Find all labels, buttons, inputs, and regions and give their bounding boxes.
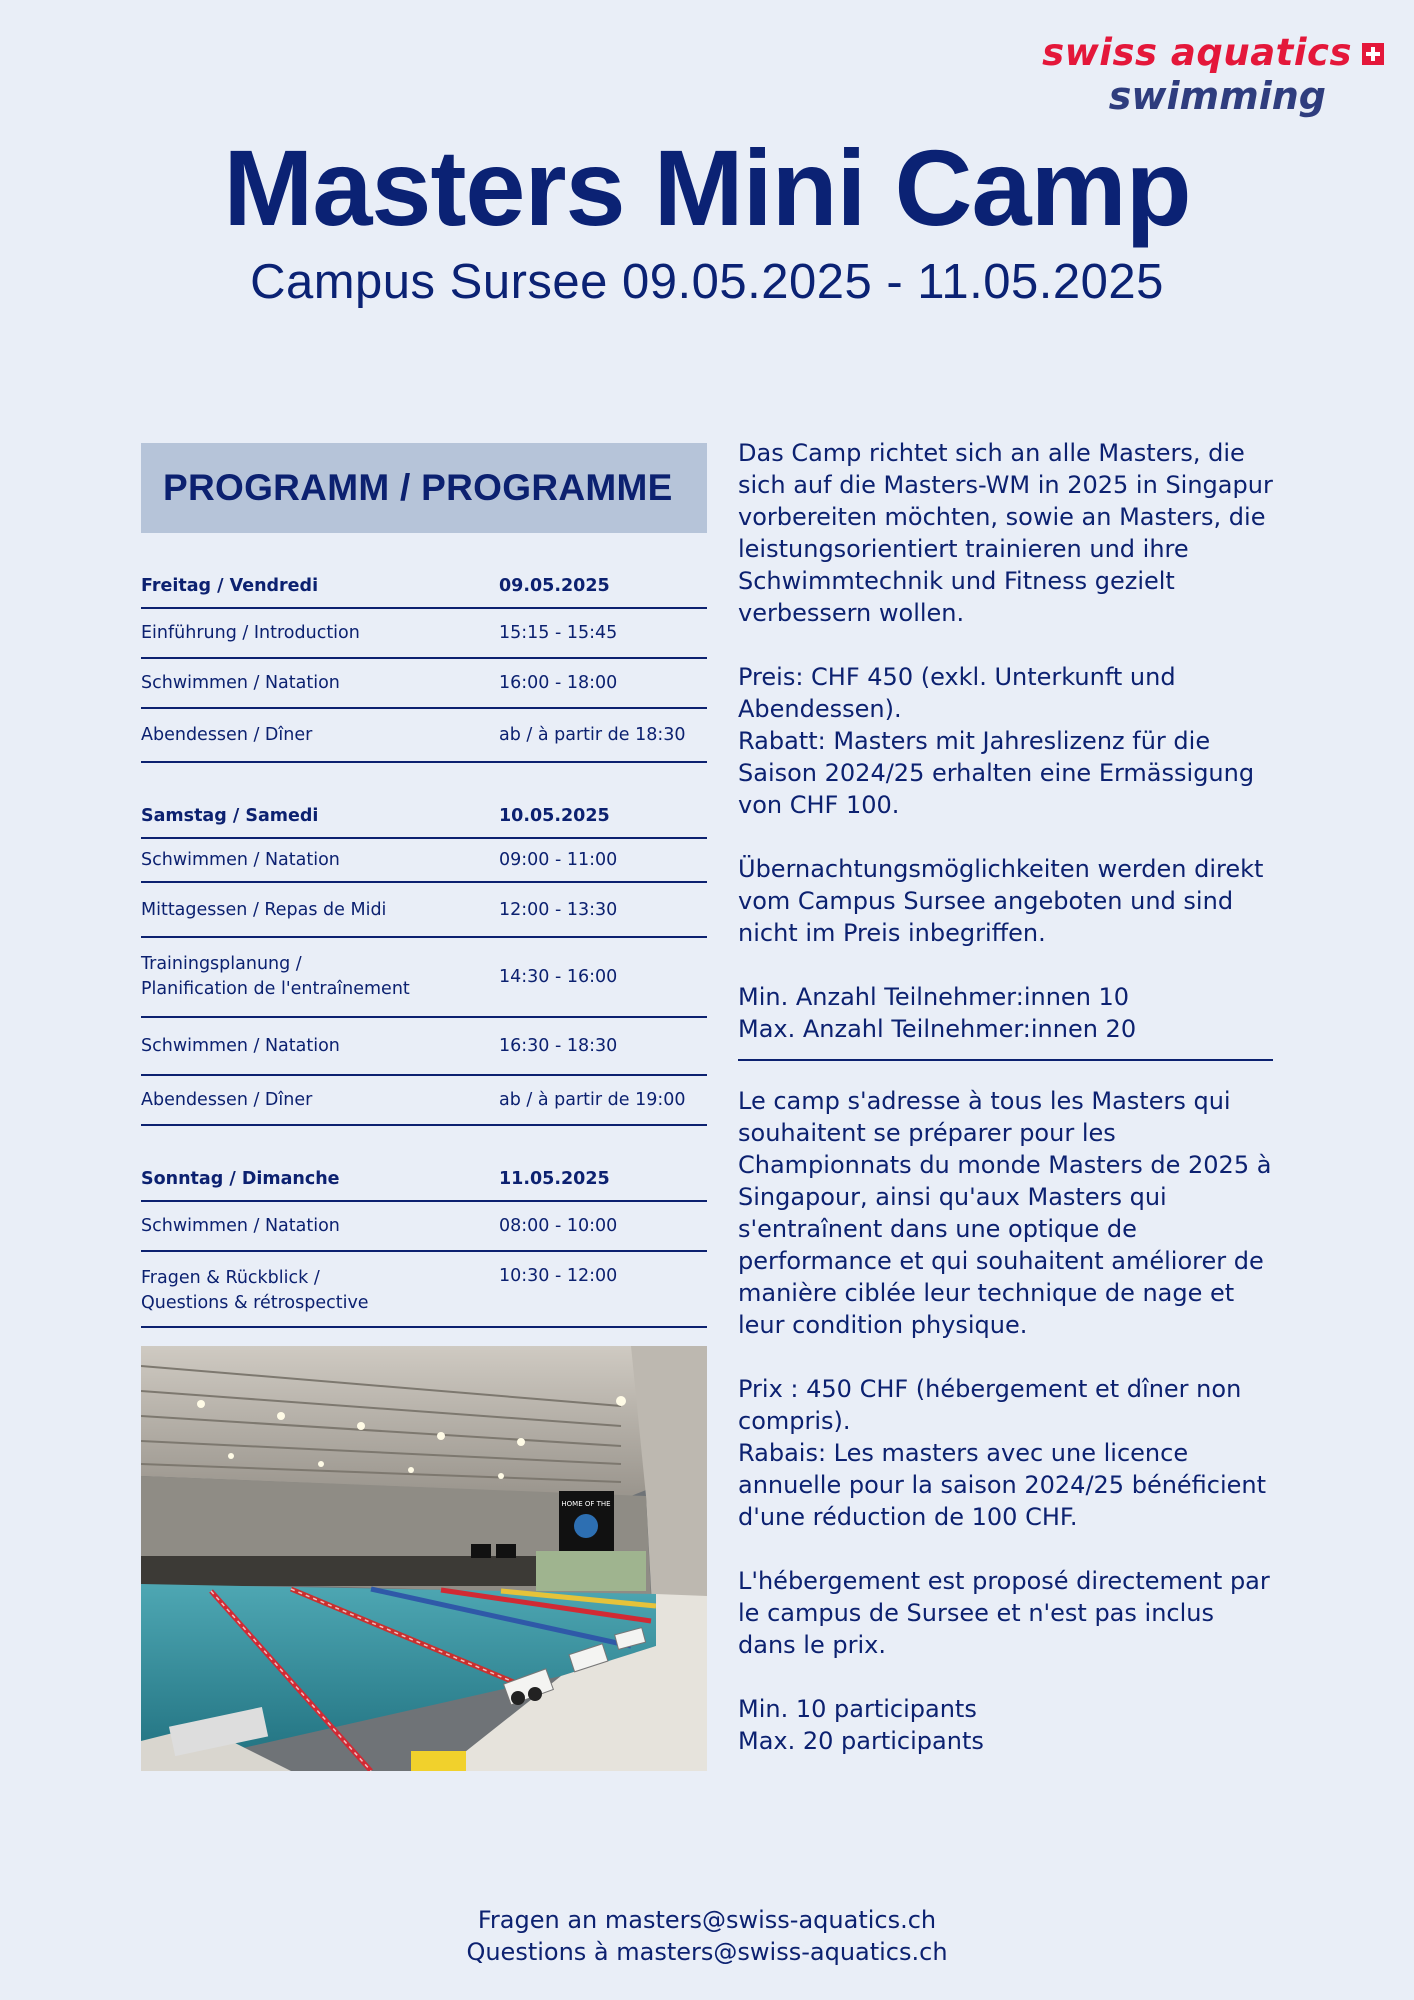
discount-de: Rabatt: Masters mit Jahreslizenz für die Saison 2024/25 erhalten eine Ermässigung von CHF 100. <box>738 727 1255 819</box>
day-header-row <box>141 795 707 839</box>
page-title: Masters Mini Camp <box>223 127 1191 248</box>
swimming-pool-photo <box>141 1346 707 1771</box>
activity: Mittagessen / Repas de Midi <box>141 899 387 920</box>
time: ab / à partir de 18:30 <box>499 725 686 745</box>
intro-de: Das Camp richtet sich an alle Masters, die sich auf die Masters-WM in 2025 in Singapur vorbereiten möchten, sowie an Masters, die leistungsorientiert trainieren und ihre Schwimmtechnik und Fitness gezielt verbessern wollen. <box>738 439 1273 627</box>
time: 10:30 - 12:00 <box>499 1266 618 1286</box>
contact-line-de[interactable]: Fragen an masters@swiss-aquatics.ch <box>477 1906 937 1934</box>
min-participants-fr: Min. 10 participants <box>738 1695 977 1723</box>
time: ab / à partir de 19:00 <box>499 1090 686 1110</box>
lodging-fr: L'hébergement est proposé directement par le campus de Sursee et n'est pas inclus dans le prix. <box>738 1567 1270 1659</box>
lodging-de: Übernachtungsmöglichkeiten werden direkt vom Campus Sursee angeboten und sind nicht im Preis inbegriffen. <box>738 855 1264 947</box>
programme-heading: PROGRAMM / PROGRAMME <box>163 467 673 508</box>
programme-heading-box <box>141 443 707 533</box>
schedule-row <box>141 609 707 659</box>
activity: Abendessen / Dîner <box>141 725 313 745</box>
max-participants-fr: Max. 20 participants <box>738 1727 984 1755</box>
day-name: Sonntag / Dimanche <box>141 1169 340 1189</box>
schedule-row <box>141 938 707 1018</box>
time: 08:00 - 10:00 <box>499 1216 618 1236</box>
activity: Schwimmen / Natation <box>141 850 340 870</box>
schedule-row <box>141 1018 707 1076</box>
day-block-friday <box>141 565 707 763</box>
programme-column <box>141 443 707 1771</box>
info-column <box>738 437 1278 1757</box>
activity: Schwimmen / Natation <box>141 1036 340 1056</box>
activity: Trainingsplanung / Planification de l'entraînement <box>141 954 410 999</box>
activity: Fragen & Rückblick / Questions & rétrospective <box>141 1268 369 1313</box>
pool-illustration <box>141 1346 707 1771</box>
schedule-row <box>141 659 707 709</box>
schedule-row <box>141 839 707 883</box>
day-name: Samstag / Samedi <box>141 806 319 826</box>
price-fr: Prix : 450 CHF (hébergement et dîner non compris). <box>738 1375 1242 1435</box>
max-participants-de: Max. Anzahl Teilnehmer:innen 20 <box>738 1015 1137 1043</box>
swiss-cross-icon <box>1362 43 1384 65</box>
time: 09:00 - 11:00 <box>499 850 618 870</box>
activity: Schwimmen / Natation <box>141 1216 340 1236</box>
day-header-row <box>141 1158 707 1202</box>
time: 12:00 - 13:30 <box>499 899 618 920</box>
banner-text: HOME OF THE <box>561 1500 611 1508</box>
schedule-row <box>141 1202 707 1252</box>
schedule-row <box>141 1252 707 1328</box>
day-date: 10.05.2025 <box>499 806 610 826</box>
logo-text-brand: swiss aquatics <box>1042 31 1352 74</box>
schedule-row <box>141 1076 707 1126</box>
day-date: 11.05.2025 <box>499 1169 610 1189</box>
discount-fr: Rabais: Les masters avec une licence annuelle pour la saison 2024/25 bénéficient d'une réduction de 100 CHF. <box>738 1439 1267 1531</box>
time: 16:00 - 18:00 <box>499 673 618 693</box>
activity: Abendessen / Dîner <box>141 1090 313 1110</box>
contact-footer <box>0 1904 1414 1968</box>
day-header-row <box>141 565 707 609</box>
page-subtitle: Campus Sursee 09.05.2025 - 11.05.2025 <box>250 255 1164 309</box>
min-participants-de: Min. Anzahl Teilnehmer:innen 10 <box>738 983 1130 1011</box>
divider <box>738 1059 1273 1061</box>
time: 15:15 - 15:45 <box>499 623 618 643</box>
swiss-aquatics-logo <box>1042 30 1384 116</box>
logo-text-swimming: swimming <box>1108 74 1326 118</box>
time: 16:30 - 18:30 <box>499 1036 618 1056</box>
intro-fr: Le camp s'adresse à tous les Masters qui souhaitent se préparer pour les Championnats du monde Masters de 2025 à Singapour, ainsi qu'aux Masters qui s'entraînent dans une optique de performance et qui souhaitent améliorer de manière ciblée leur technique de nage et leur condition physique. <box>738 1087 1272 1339</box>
day-date: 09.05.2025 <box>499 576 610 596</box>
schedule-row <box>141 709 707 763</box>
day-name: Freitag / Vendredi <box>141 576 319 596</box>
day-block-sunday <box>141 1158 707 1328</box>
schedule-row <box>141 883 707 938</box>
price-de: Preis: CHF 450 (exkl. Unterkunft und Abendessen). <box>738 663 1176 723</box>
time: 14:30 - 16:00 <box>499 967 618 987</box>
activity: Schwimmen / Natation <box>141 673 340 693</box>
activity: Einführung / Introduction <box>141 623 360 643</box>
contact-line-fr[interactable]: Questions à masters@swiss-aquatics.ch <box>466 1938 948 1966</box>
day-block-saturday <box>141 795 707 1126</box>
